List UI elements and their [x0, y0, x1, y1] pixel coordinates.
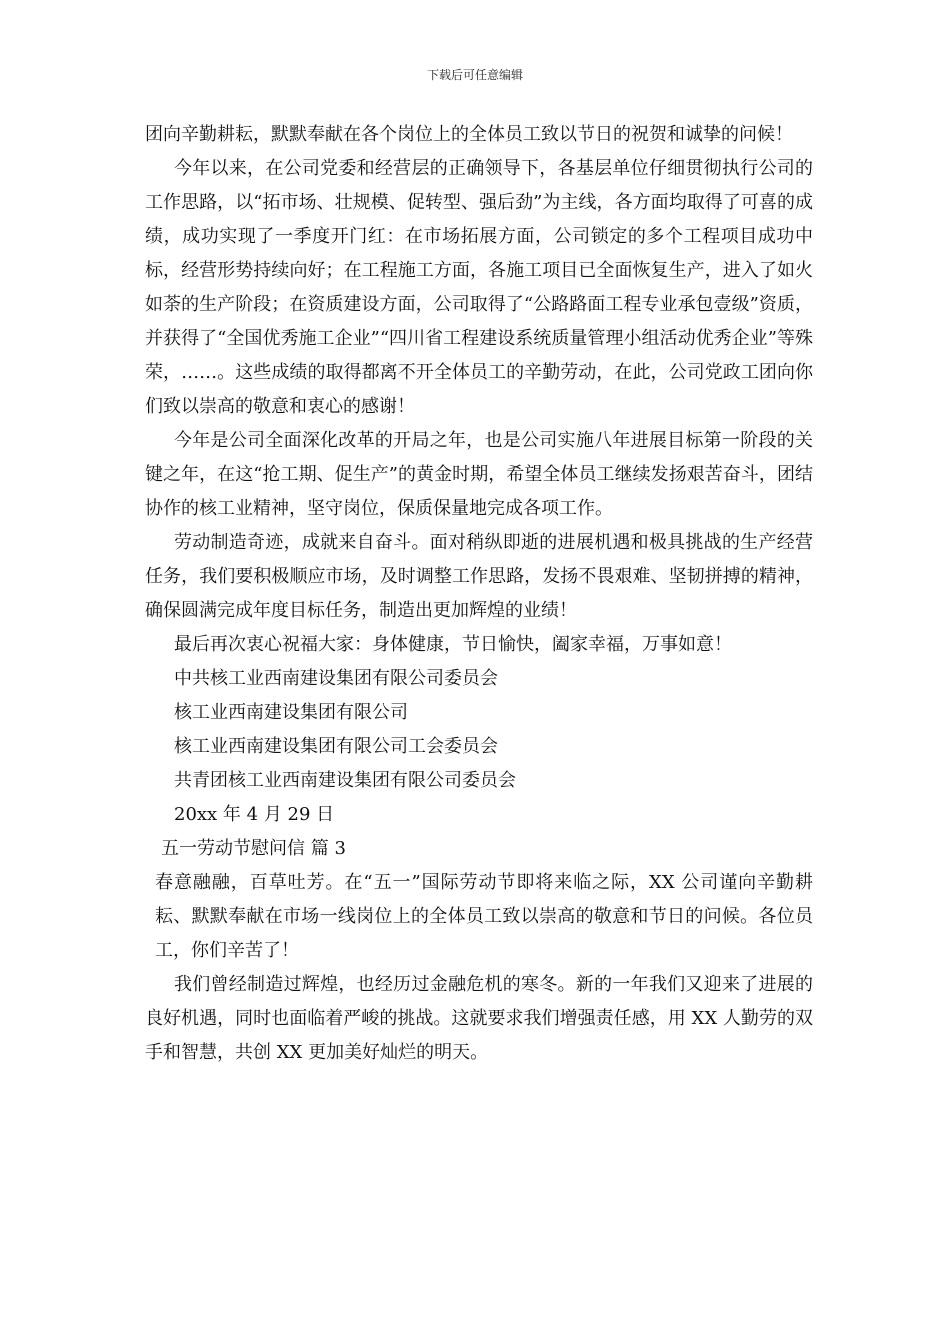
signature-union: 核工业西南建设集团有限公司工会委员会: [174, 736, 498, 757]
page-header: 下载后可任意编辑: [426, 68, 523, 82]
document-body: [145, 118, 813, 1070]
closing-wishes: 最后再次衷心祝福大家：身体健康，节日愉快，阖家幸福，万事如意！: [174, 634, 732, 655]
paragraph-4: 劳动制造奇迹，成就来自奋斗。面对稍纵即逝的进展机遇和极具挑战的生产经营任务，我们要积极顺应市场，及时调整工作思路，发扬不畏艰难、坚韧拼搏的精神，确保圆满完成年度目标任务，制造出更加辉煌的业绩！: [145, 532, 813, 621]
paragraph-3: 今年是公司全面深化改革的开局之年，也是公司实施八年进展目标第一阶段的关键之年，在这“抢工期、促生产”的黄金时期，希望全体员工继续发扬艰苦奋斗，团结协作的核工业精神，坚守岗位，保质保量地完成各项工作。: [145, 430, 813, 519]
signature-party-committee: 中共核工业西南建设集团有限公司委员会: [174, 668, 498, 689]
section-title: 五一劳动节慰问信 篇 3: [161, 838, 346, 859]
signature-company: 核工业西南建设集团有限公司: [174, 702, 408, 723]
paragraph-2: 今年以来，在公司党委和经营层的正确领导下，各基层单位仔细贯彻执行公司的工作思路，以“拓市场、壮规模、促转型、强后劲”为主线，各方面均取得了可喜的成绩，成功实现了一季度开门红：在市场拓展方面，公司锁定的多个工程项目成功中标，经营形势持续向好；在工程施工方面，各施工项目已全面恢复生产，进入了如火如荼的生产阶段；在资质建设方面，公司取得了“公路路面工程专业承包壹级”资质，并获得了“全国优秀施工企业”“四川省工程建设系统质量管理小组活动优秀企业”等殊荣，……。这些成绩的取得都离不开全体员工的辛勤劳动，在此，公司党政工团向你们致以崇高的敬意和衷心的感谢！: [145, 158, 813, 417]
letter-date: 20xx 年 4 月 29 日: [174, 804, 335, 825]
signature-youth-league: 共青团核工业西南建设集团有限公司委员会: [174, 770, 516, 791]
paragraph-1: 团向辛勤耕耘，默默奉献在各个岗位上的全体员工致以节日的祝贺和诚挚的问候！: [145, 124, 793, 145]
section-paragraph-1: 春意融融，百草吐芳。在“五一”国际劳动节即将来临之际，XX 公司谨向辛勤耕耘、默默奉献在市场一线岗位上的全体员工致以崇高的敬意和节日的问候。各位员工，你们辛苦了！: [155, 872, 813, 961]
section-paragraph-2: 我们曾经制造过辉煌，也经历过金融危机的寒冬。新的一年我们又迎来了进展的良好机遇，同时也面临着严峻的挑战。这就要求我们增强责任感，用 XX 人勤劳的双手和智慧，共创 XX 更加美好灿烂的明天。: [145, 974, 813, 1063]
